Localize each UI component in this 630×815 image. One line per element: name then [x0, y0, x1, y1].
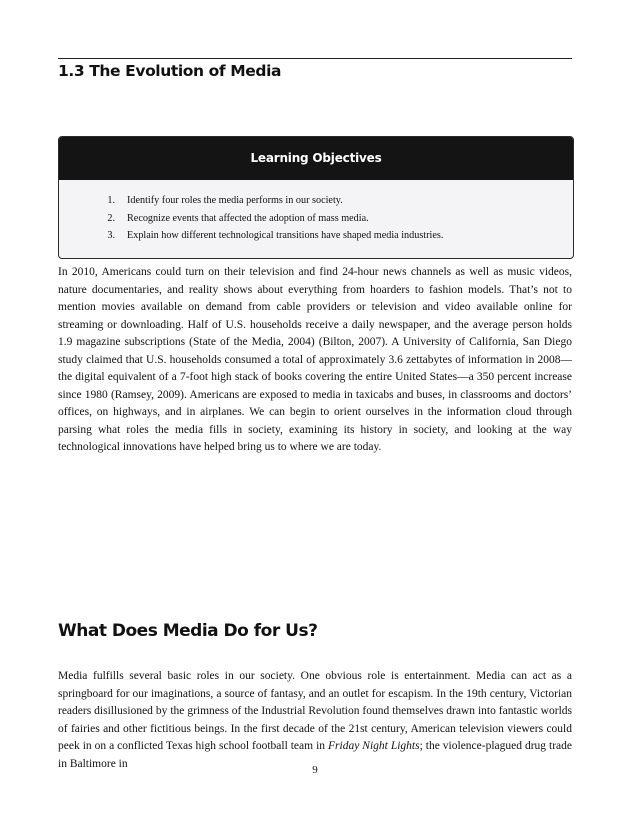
page-number: 9: [312, 764, 318, 776]
objective-number: 2.: [107, 212, 115, 224]
objective-text: Explain how different technological transitions have shaped media industries.: [127, 230, 444, 241]
subheading: What Does Media Do for Us?: [58, 621, 318, 641]
show-title-italic: Friday Night Lights: [328, 740, 420, 752]
objective-text: Identify four roles the media performs in our society.: [127, 195, 343, 206]
top-rule: [58, 58, 572, 59]
objective-item: [59, 210, 573, 228]
learning-objectives-box: [58, 136, 574, 259]
paragraph-text-continued: ; the violence-plagued drug trade in Baltimore in: [58, 740, 573, 770]
objective-item: [59, 192, 573, 210]
media-roles-paragraph: [58, 668, 572, 773]
section-heading: 1.3 The Evolution of Media: [58, 62, 282, 80]
objective-text: Recognize events that affected the adoption of mass media.: [127, 212, 369, 224]
objective-number: 3.: [107, 230, 115, 241]
objective-number: 1.: [107, 195, 115, 206]
objective-item: [59, 227, 573, 245]
paragraph-text: Media fulfills several basic roles in our society. One obvious role is entertainment. Media can act as a springboard for our imaginations, a source of fantasy, and an outlet for escapism. In the 19th century, Victorian readers disillusioned by the grimness of the Industrial Revolution found themselves drawn into fantastic worlds of fairies and other fictitious beings. In the first decade of the 21st century, American television viewers could peek in on a conflicted Texas high school football team in: [58, 670, 572, 752]
learning-objectives-list: [59, 180, 573, 245]
learning-objectives-title: Learning Objectives: [59, 137, 573, 180]
intro-paragraph: In 2010, Americans could turn on their television and find 24-hour news channels as well as music videos, nature documentaries, and reality shows about everything from hoarders to fashion models. That’s not to mention movies available on demand from cable providers or television and video available online for streaming or downloading. Half of U.S. households receive a daily newspaper, and the average person holds 1.9 magazine subscriptions (State of the Media, 2004) (Bilton, 2007). A University of California, San Diego study claimed that U.S. households consumed a total of approximately 3.6 zettabytes of information in 2008—the digital equivalent of a 7-foot high stack of books covering the entire United States—a 350 percent increase since 1980 (Ramsey, 2009). Americans are exposed to media in taxicabs and buses, in classrooms and doctors’ offices, on highways, and in airplanes. We can begin to orient ourselves in the information cloud through parsing what roles the media fills in society, examining its history in society, and looking at the way technological innovations have helped bring us to where we are today.: [58, 266, 572, 453]
